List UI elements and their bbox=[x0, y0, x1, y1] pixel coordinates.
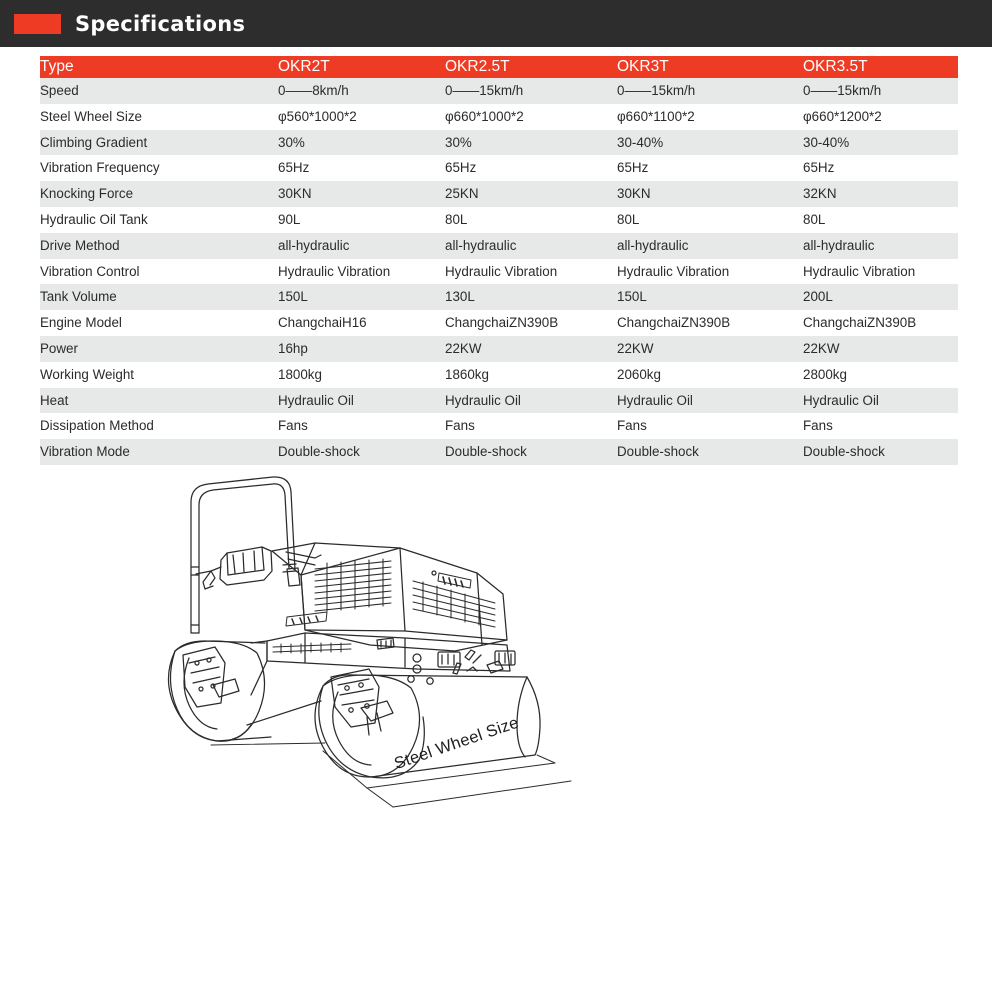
cell-value: 65Hz bbox=[278, 160, 310, 176]
specifications-table bbox=[40, 56, 958, 465]
cell-value: 30KN bbox=[278, 186, 312, 202]
cell-value: Fans bbox=[803, 418, 833, 434]
cell-value: 130L bbox=[445, 289, 475, 305]
cell-value: 30KN bbox=[617, 186, 651, 202]
table-row bbox=[40, 362, 958, 388]
cell-value: Double-shock bbox=[803, 444, 885, 460]
cell-value: 30-40% bbox=[803, 134, 850, 150]
cell-value: Fans bbox=[617, 418, 647, 434]
cell-value: 22KW bbox=[617, 340, 654, 356]
cell-value: Double-shock bbox=[617, 444, 699, 460]
row-label: Climbing Gradient bbox=[40, 134, 148, 150]
row-label: Steel Wheel Size bbox=[40, 108, 142, 124]
cell-value: ChangchaiZN390B bbox=[445, 315, 559, 331]
cell-value: 16hp bbox=[278, 340, 308, 356]
cell-value: Fans bbox=[445, 418, 475, 434]
table-row bbox=[40, 388, 958, 414]
table-row bbox=[40, 233, 958, 259]
table-row bbox=[40, 155, 958, 181]
row-label: Power bbox=[40, 340, 78, 356]
table-row bbox=[40, 259, 958, 285]
cell-value: 0——15km/h bbox=[617, 83, 696, 98]
cell-value: Hydraulic Oil bbox=[803, 392, 879, 408]
row-label: Drive Method bbox=[40, 237, 120, 253]
cell-value: 80L bbox=[445, 211, 468, 227]
table-row bbox=[40, 78, 958, 104]
cell-value: all-hydraulic bbox=[278, 237, 350, 253]
cell-value: 65Hz bbox=[617, 160, 649, 176]
specifications-header-banner bbox=[0, 0, 992, 47]
cell-value: 150L bbox=[278, 289, 308, 305]
row-label: Dissipation Method bbox=[40, 418, 154, 434]
row-label: Knocking Force bbox=[40, 186, 134, 202]
row-label: Vibration Mode bbox=[40, 444, 130, 460]
page-title: Specifications bbox=[75, 11, 246, 36]
row-label: Speed bbox=[40, 83, 79, 98]
roller-illustration bbox=[155, 455, 585, 815]
row-label: Working Weight bbox=[40, 366, 135, 382]
cell-value: Fans bbox=[278, 418, 308, 434]
column-header-okr25t: OKR2.5T bbox=[445, 58, 510, 75]
cell-value: 0——15km/h bbox=[803, 83, 882, 98]
cell-value: 25KN bbox=[445, 186, 479, 202]
cell-value: 65Hz bbox=[445, 160, 477, 176]
cell-value: all-hydraulic bbox=[803, 237, 875, 253]
table-row bbox=[40, 413, 958, 439]
cell-value: Hydraulic Vibration bbox=[617, 263, 730, 279]
cell-value: ChangchaiZN390B bbox=[803, 315, 917, 331]
road-roller-line-drawing-icon bbox=[155, 455, 585, 815]
cell-value: 80L bbox=[803, 211, 826, 227]
cell-value: 90L bbox=[278, 211, 301, 227]
cell-value: 2060kg bbox=[617, 366, 661, 382]
cell-value: 80L bbox=[617, 211, 640, 227]
cell-value: 30% bbox=[278, 134, 305, 150]
table-row bbox=[40, 310, 958, 336]
cell-value: φ560*1000*2 bbox=[278, 108, 357, 124]
cell-value: φ660*1200*2 bbox=[803, 108, 882, 124]
cell-value: ChangchaiZN390B bbox=[617, 315, 731, 331]
cell-value: 32KN bbox=[803, 186, 837, 202]
cell-value: 65Hz bbox=[803, 160, 835, 176]
cell-value: 22KW bbox=[803, 340, 840, 356]
column-header-okr3t: OKR3T bbox=[617, 58, 669, 75]
column-header-okr35t: OKR3.5T bbox=[803, 58, 868, 75]
row-label: Tank Volume bbox=[40, 289, 117, 305]
cell-value: Double-shock bbox=[445, 444, 527, 460]
row-label: Vibration Control bbox=[40, 263, 140, 279]
cell-value: 0——15km/h bbox=[445, 83, 524, 98]
cell-value: all-hydraulic bbox=[445, 237, 517, 253]
row-label: Heat bbox=[40, 392, 69, 408]
cell-value: Double-shock bbox=[278, 444, 360, 460]
table-header-row bbox=[40, 56, 958, 78]
cell-value: Hydraulic Oil bbox=[617, 392, 693, 408]
cell-value: 200L bbox=[803, 289, 833, 305]
table-row bbox=[40, 284, 958, 310]
row-label: Engine Model bbox=[40, 315, 122, 331]
cell-value: 0——8km/h bbox=[278, 83, 349, 98]
header-accent-block bbox=[14, 14, 61, 34]
cell-value: Hydraulic Vibration bbox=[278, 263, 391, 279]
cell-value: all-hydraulic bbox=[617, 237, 689, 253]
column-header-okr2t: OKR2T bbox=[278, 58, 330, 75]
cell-value: 22KW bbox=[445, 340, 482, 356]
cell-value: Hydraulic Vibration bbox=[445, 263, 558, 279]
cell-value: 1800kg bbox=[278, 366, 322, 382]
cell-value: 1860kg bbox=[445, 366, 489, 382]
cell-value: φ660*1000*2 bbox=[445, 108, 524, 124]
table-row bbox=[40, 104, 958, 130]
cell-value: Hydraulic Oil bbox=[445, 392, 521, 408]
table-row bbox=[40, 130, 958, 156]
cell-value: 150L bbox=[617, 289, 647, 305]
table-row bbox=[40, 336, 958, 362]
cell-value: ChangchaiH16 bbox=[278, 315, 367, 331]
steel-wheel-size-callout-label: Steel Wheel Size bbox=[392, 713, 522, 774]
table-row bbox=[40, 207, 958, 233]
cell-value: Hydraulic Vibration bbox=[803, 263, 916, 279]
row-label: Hydraulic Oil Tank bbox=[40, 211, 148, 227]
cell-value: 30-40% bbox=[617, 134, 664, 150]
table-body bbox=[40, 78, 958, 465]
cell-value: φ660*1100*2 bbox=[617, 108, 695, 124]
cell-value: 2800kg bbox=[803, 366, 847, 382]
cell-value: 30% bbox=[445, 134, 472, 150]
column-header-type: Type bbox=[40, 58, 74, 75]
table-row bbox=[40, 181, 958, 207]
row-label: Vibration Frequency bbox=[40, 160, 160, 176]
cell-value: Hydraulic Oil bbox=[278, 392, 354, 408]
